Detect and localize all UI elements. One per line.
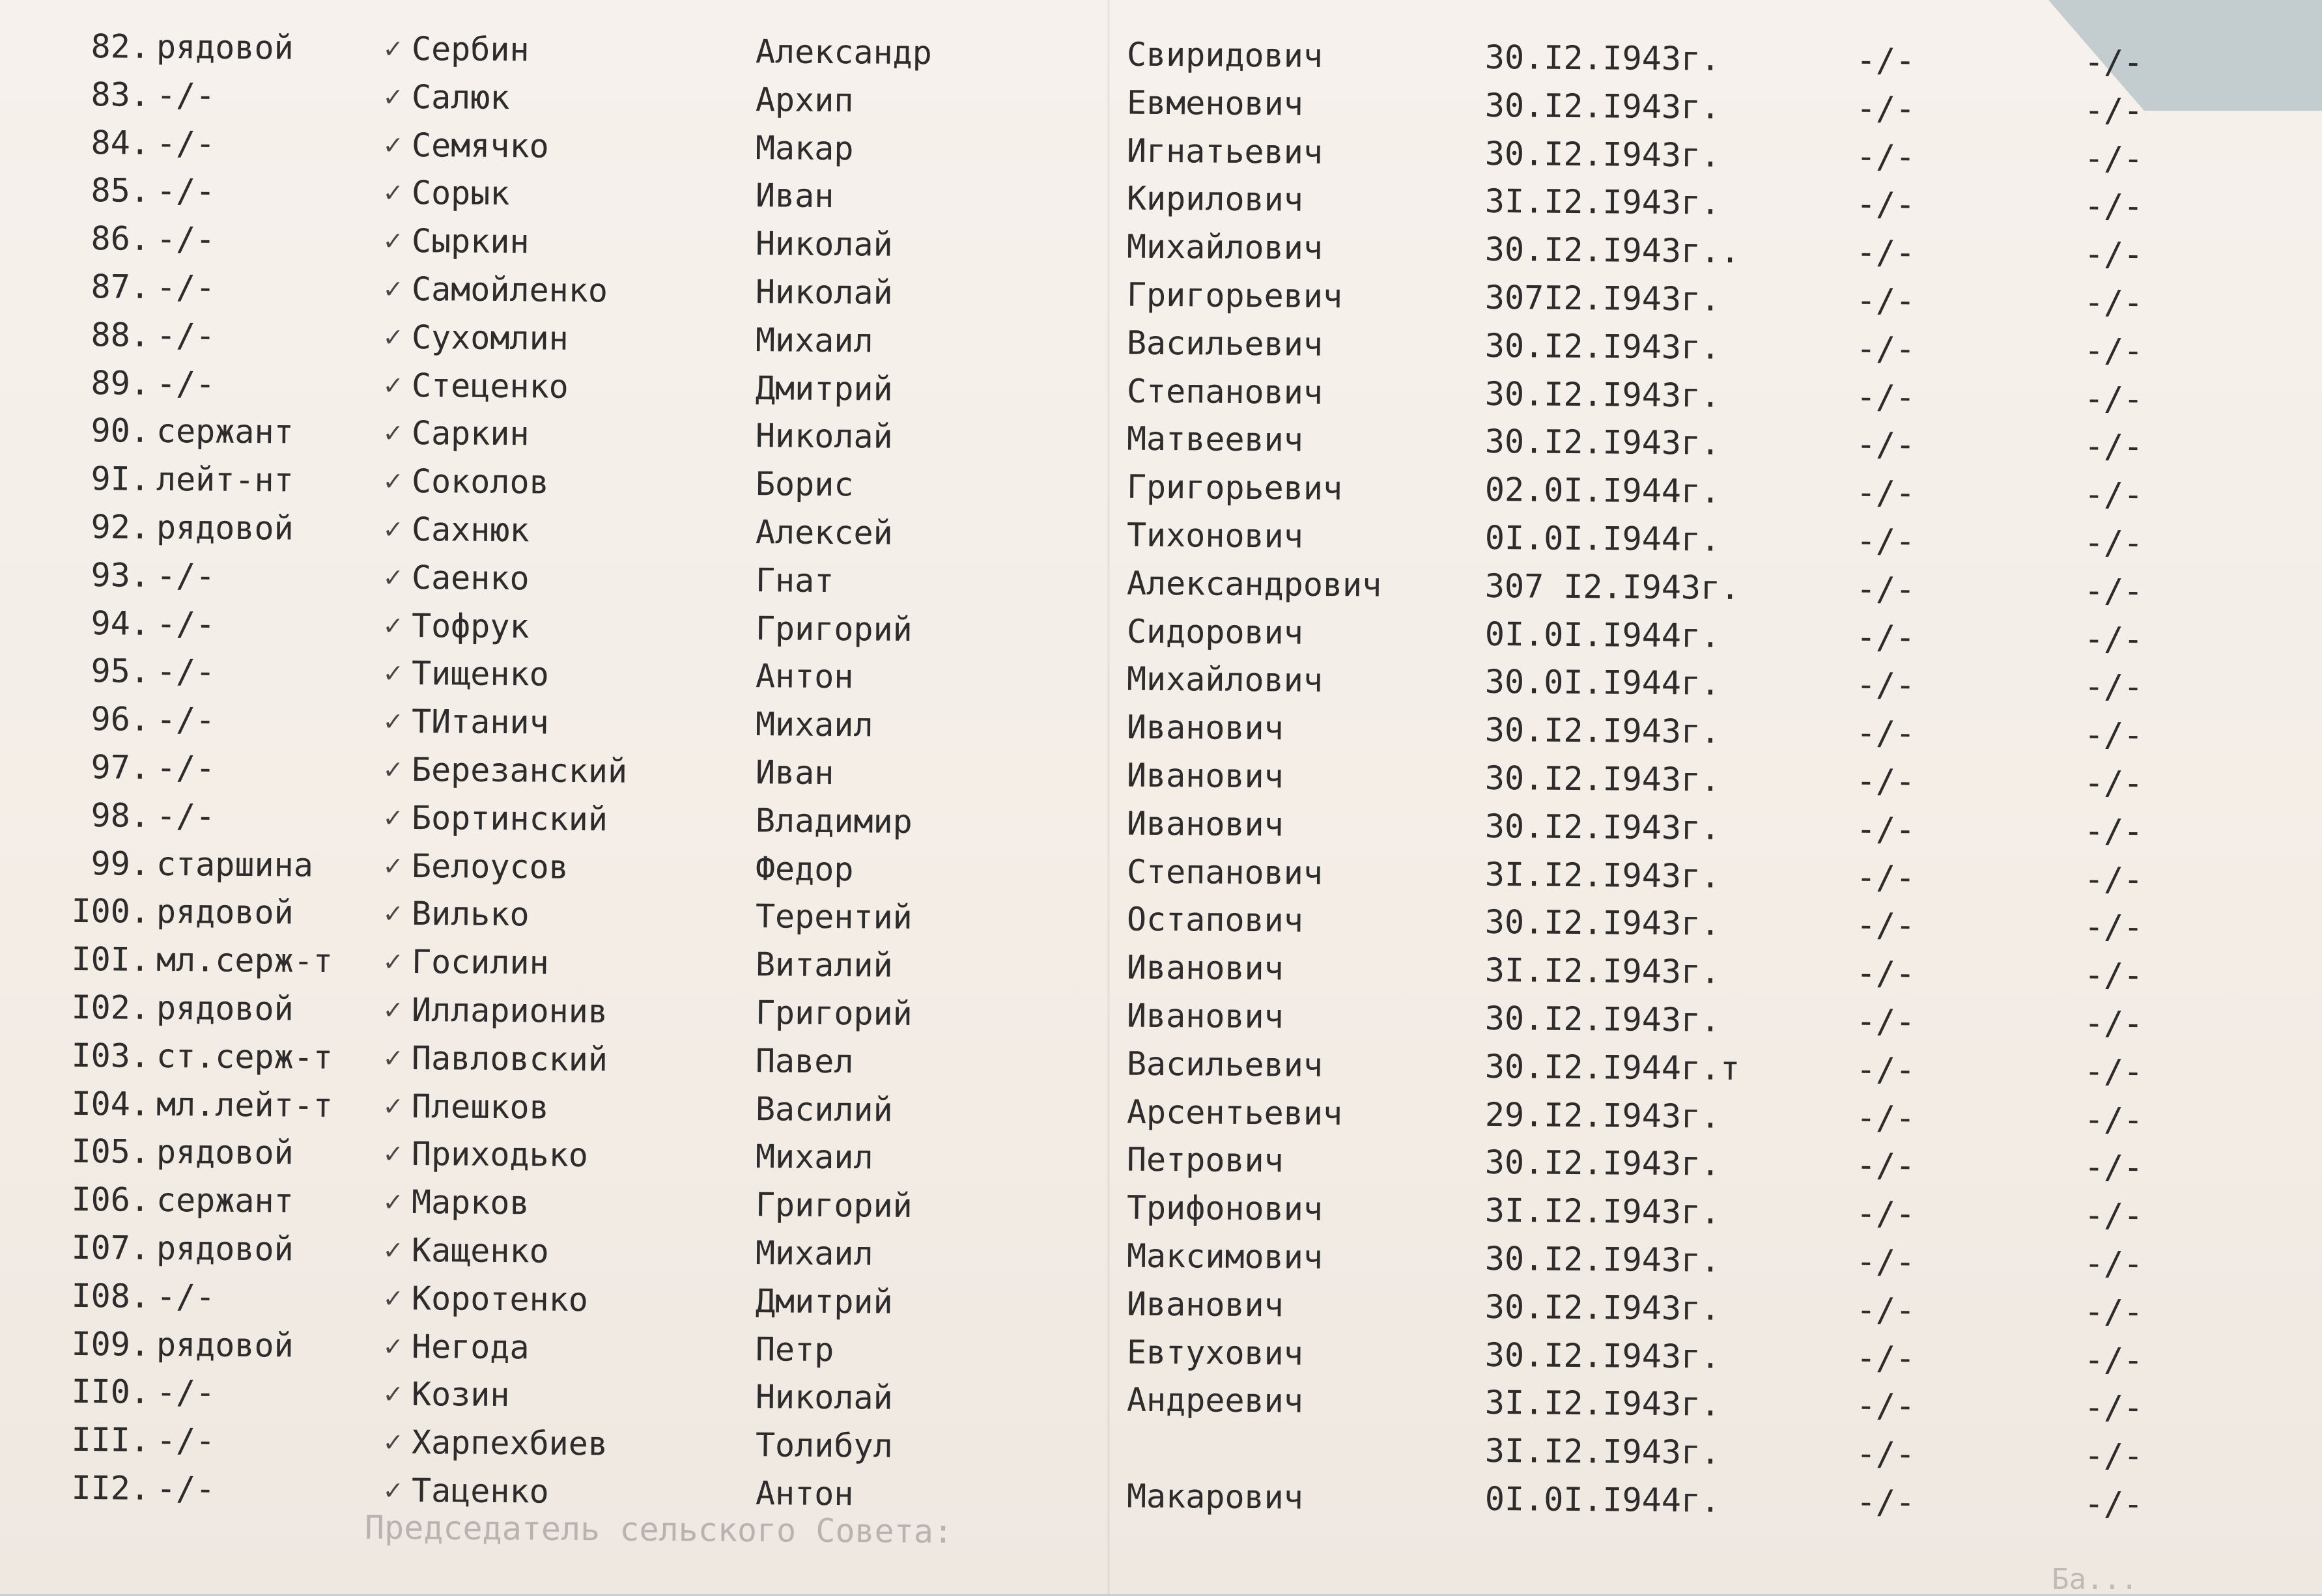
check-mark-icon: ✓	[384, 560, 402, 594]
surname-cell: Белоусов	[411, 847, 569, 886]
first-name-cell: Григорий	[755, 609, 913, 649]
check-mark-icon: ✓	[384, 1377, 402, 1411]
rank-cell: -/-	[156, 604, 216, 643]
date-cell: 3I.I2.I943г.	[1484, 1432, 1721, 1472]
rank-cell: ст.серж-т	[156, 1037, 333, 1076]
check-mark-icon: ✓	[384, 79, 402, 113]
ditto-cell: -/-	[2084, 427, 2144, 466]
date-cell: 0I.0I.I944г.	[1484, 615, 1721, 655]
check-mark-icon: ✓	[384, 848, 402, 882]
surname-cell: Сахнюк	[411, 510, 530, 550]
patronymic-cell: Максимович	[1126, 1237, 1324, 1276]
ditto-cell: -/-	[2084, 235, 2144, 274]
surname-cell: Вилько	[411, 895, 530, 934]
row-number: I04.	[71, 1084, 150, 1123]
row-number: III.	[71, 1421, 150, 1459]
surname-cell: Приходько	[411, 1135, 589, 1175]
row-number: 89.	[91, 363, 150, 402]
surname-cell: ТИтанич	[411, 703, 549, 742]
rank-cell: -/-	[156, 1373, 216, 1412]
date-cell: 30.I2.I943г.	[1484, 807, 1721, 847]
row-number: 98.	[91, 796, 150, 835]
ditto-cell: -/-	[2084, 1004, 2144, 1043]
rank-cell: -/-	[156, 76, 216, 115]
date-cell: 0I.0I.I944г.	[1484, 518, 1721, 559]
footer-signature: Ба...	[2052, 1563, 2138, 1596]
check-mark-icon: ✓	[384, 992, 402, 1026]
patronymic-cell: Евменович	[1126, 83, 1304, 123]
check-mark-icon: ✓	[384, 1329, 402, 1363]
date-cell: 30.I2.I943г.	[1484, 711, 1721, 751]
rank-cell: -/-	[156, 268, 216, 307]
rank-cell: рядовой	[156, 1325, 294, 1365]
patronymic-cell: Александрович	[1126, 564, 1382, 604]
patronymic-cell: Иванович	[1126, 708, 1284, 748]
date-cell: 307I2.I943г.	[1484, 278, 1721, 318]
ditto-cell: -/-	[2084, 1292, 2144, 1331]
surname-cell: Илларионив	[411, 990, 608, 1031]
row-number: 93.	[91, 555, 150, 595]
patronymic-cell: Игнатьевич	[1126, 132, 1324, 171]
surname-cell: Сыркин	[411, 222, 530, 261]
check-mark-icon: ✓	[384, 704, 402, 738]
rank-cell: -/-	[156, 556, 216, 595]
row-number: 83.	[91, 75, 150, 114]
surname-cell: Сухомлин	[411, 318, 569, 357]
row-number: I03.	[71, 1036, 150, 1075]
patronymic-cell: Иванович	[1126, 756, 1284, 796]
ditto-cell: -/-	[2084, 860, 2144, 899]
rank-cell: -/-	[156, 124, 216, 163]
first-name-cell: Михаил	[755, 1234, 873, 1273]
ditto-cell: -/-	[2084, 1436, 2144, 1476]
ditto-cell: -/-	[2084, 524, 2144, 562]
check-mark-icon: ✓	[384, 800, 402, 834]
ditto-cell: -/-	[2084, 956, 2144, 995]
first-name-cell: Николай	[755, 1378, 893, 1418]
ditto-cell: -/-	[1856, 617, 1916, 656]
row-number: 86.	[91, 219, 150, 258]
surname-cell: Тофрук	[411, 606, 530, 645]
surname-cell: Козин	[411, 1375, 510, 1414]
surname-cell: Негода	[411, 1327, 530, 1366]
date-cell: 30.I2.I943г.	[1484, 86, 1721, 126]
date-cell: 30.I2.I943г.	[1484, 1143, 1721, 1184]
date-cell: 30.I2.I943г..	[1484, 231, 1740, 271]
date-cell: 30.I2.I943г.	[1484, 423, 1721, 463]
row-number: I05.	[71, 1132, 150, 1171]
ditto-cell: -/-	[2084, 571, 2144, 610]
first-name-cell: Макар	[755, 128, 854, 167]
check-mark-icon: ✓	[384, 1137, 402, 1171]
ditto-cell: -/-	[1856, 89, 1916, 128]
date-cell: 0I.0I.I944г.	[1484, 1479, 1721, 1520]
row-number: I02.	[71, 988, 150, 1027]
first-name-cell: Дмитрий	[755, 1281, 893, 1321]
patronymic-cell: Степанович	[1126, 852, 1324, 892]
row-number: II2.	[71, 1468, 150, 1507]
patronymic-cell: Иванович	[1126, 996, 1284, 1036]
ditto-cell: -/-	[1856, 522, 1916, 561]
check-mark-icon: ✓	[384, 223, 402, 258]
rank-cell: рядовой	[156, 1133, 294, 1172]
row-number: 87.	[91, 268, 150, 306]
ditto-cell: -/-	[2084, 1388, 2144, 1427]
ditto-cell: -/-	[2084, 764, 2144, 802]
first-name-cell: Терентий	[755, 897, 913, 937]
date-cell: 29.I2.I943г.	[1484, 1095, 1721, 1136]
check-mark-icon: ✓	[384, 1281, 402, 1315]
ditto-cell: -/-	[2084, 379, 2144, 418]
patronymic-cell: Васильевич	[1126, 1044, 1324, 1084]
ditto-cell: -/-	[1856, 1435, 1916, 1474]
ditto-cell: -/-	[1856, 41, 1916, 80]
check-mark-icon: ✓	[384, 128, 402, 161]
check-mark-icon: ✓	[384, 464, 402, 498]
check-mark-icon: ✓	[384, 272, 402, 305]
row-number: I0I.	[71, 940, 150, 979]
ditto-cell: -/-	[1856, 954, 1916, 993]
row-number: 94.	[91, 604, 150, 643]
check-mark-icon: ✓	[384, 1473, 402, 1507]
rank-cell: -/-	[156, 364, 216, 403]
ditto-cell: -/-	[2084, 667, 2144, 707]
ditto-cell: -/-	[1856, 1386, 1916, 1425]
check-mark-icon: ✓	[384, 176, 402, 210]
first-name-cell: Николай	[755, 225, 893, 264]
first-name-cell: Алексей	[755, 513, 893, 552]
rank-cell: -/-	[156, 316, 216, 355]
patronymic-cell: Григорьевич	[1126, 275, 1343, 316]
rank-cell: -/-	[156, 172, 216, 210]
check-mark-icon: ✓	[384, 1425, 402, 1459]
rank-cell: мл.лейт-т	[156, 1085, 333, 1125]
date-cell: 30.I2.I944г.т	[1484, 1047, 1740, 1087]
surname-cell: Стеценко	[411, 366, 569, 406]
date-cell: 3I.I2.I943г.	[1484, 951, 1721, 991]
row-number: 92.	[91, 508, 150, 546]
rank-cell: старшина	[156, 845, 314, 884]
surname-cell: Сербин	[411, 29, 530, 69]
rank-cell: рядовой	[156, 508, 294, 548]
first-name-cell: Владимир	[755, 801, 913, 841]
row-number: I06.	[71, 1181, 150, 1219]
ditto-cell: -/-	[2084, 1196, 2144, 1235]
surname-cell: Марков	[411, 1183, 530, 1222]
row-number: 85.	[91, 171, 150, 210]
patronymic-cell: Матвеевич	[1126, 419, 1304, 460]
check-mark-icon: ✓	[384, 1089, 402, 1123]
ditto-cell: -/-	[2084, 1052, 2144, 1091]
ditto-cell: -/-	[2084, 1244, 2144, 1283]
first-name-cell: Павел	[755, 1041, 854, 1081]
ditto-cell: -/-	[2084, 1100, 2144, 1139]
patronymic-cell: Арсентьевич	[1126, 1093, 1343, 1132]
date-cell: 30.I2.I943г.	[1484, 1287, 1721, 1328]
date-cell: 3I.I2.I943г.	[1484, 1192, 1721, 1231]
ditto-cell: -/-	[1856, 1002, 1916, 1041]
check-mark-icon: ✓	[384, 752, 402, 786]
ditto-cell: -/-	[2084, 716, 2144, 755]
surname-cell: Харпехбиев	[411, 1423, 608, 1463]
row-number: 97.	[91, 748, 150, 787]
ditto-cell: -/-	[1856, 233, 1916, 272]
patronymic-cell: Иванович	[1126, 804, 1284, 844]
row-number: I08.	[71, 1276, 150, 1315]
surname-cell: Самойленко	[411, 270, 608, 310]
date-cell: 3I.I2.I943г.	[1484, 182, 1721, 223]
ditto-cell: -/-	[1856, 1291, 1916, 1329]
first-name-cell: Николай	[755, 417, 893, 456]
surname-cell: Тищенко	[411, 654, 549, 694]
ditto-cell: -/-	[2084, 283, 2144, 322]
ditto-cell: -/-	[2084, 91, 2144, 130]
rank-cell: -/-	[156, 1421, 216, 1460]
patronymic-cell: Михайлович	[1126, 660, 1324, 700]
footer-chairman-text: Председатель сельского Совета:	[364, 1508, 954, 1551]
check-mark-icon: ✓	[384, 512, 402, 546]
surname-cell: Госилин	[411, 943, 549, 982]
surname-cell: Павловский	[411, 1039, 608, 1079]
rank-cell: -/-	[156, 701, 216, 739]
surname-cell: Салюк	[411, 77, 510, 117]
check-mark-icon: ✓	[384, 416, 402, 450]
rank-cell: мл.серж-т	[156, 941, 333, 981]
ditto-cell: -/-	[1856, 1050, 1916, 1089]
check-mark-icon: ✓	[384, 897, 402, 931]
surname-cell: Таценко	[411, 1471, 549, 1511]
first-name-cell: Николай	[755, 273, 893, 312]
rank-cell: сержант	[156, 1181, 294, 1220]
date-cell: 30.0I.I944г.	[1484, 663, 1721, 703]
date-cell: 3I.I2.I943г.	[1484, 855, 1721, 895]
row-number: 96.	[91, 700, 150, 738]
ditto-cell: -/-	[2084, 475, 2144, 514]
ditto-cell: -/-	[1856, 1242, 1916, 1281]
row-number: I07.	[71, 1228, 150, 1267]
check-mark-icon: ✓	[384, 608, 402, 642]
date-cell: 30.I2.I943г.	[1484, 134, 1721, 175]
rank-cell: -/-	[156, 796, 216, 835]
first-name-cell: Архип	[755, 80, 854, 120]
patronymic-cell: Трифонович	[1126, 1188, 1324, 1229]
first-name-cell: Григорий	[755, 1186, 913, 1225]
first-name-cell: Михаил	[755, 320, 873, 360]
ditto-cell: -/-	[2084, 811, 2144, 850]
check-mark-icon: ✓	[384, 368, 402, 402]
ditto-cell: -/-	[1856, 473, 1916, 512]
first-name-cell: Антон	[755, 657, 854, 696]
ditto-cell: -/-	[1856, 1483, 1916, 1522]
first-name-cell: Виталий	[755, 945, 893, 985]
first-name-cell: Антон	[755, 1474, 854, 1513]
patronymic-cell: Макарович	[1126, 1477, 1304, 1517]
ditto-cell: -/-	[1856, 1194, 1916, 1233]
row-number: 99.	[91, 844, 150, 883]
ditto-cell: -/-	[1856, 858, 1916, 897]
ditto-cell: -/-	[1856, 377, 1916, 416]
date-cell: 30.I2.I943г.	[1484, 759, 1721, 799]
first-name-cell: Михаил	[755, 705, 873, 744]
ditto-cell: -/-	[1856, 281, 1916, 320]
row-number: II0.	[71, 1373, 150, 1412]
date-cell: 30.I2.I943г.	[1484, 1336, 1721, 1376]
date-cell: 30.I2.I943г.	[1484, 999, 1721, 1039]
check-mark-icon: ✓	[384, 1233, 402, 1267]
first-name-cell: Дмитрий	[755, 369, 893, 408]
row-number: 9I.	[91, 460, 150, 498]
surname-cell: Бортинский	[411, 798, 608, 839]
first-name-cell: Толибул	[755, 1426, 893, 1465]
rank-cell: рядовой	[156, 988, 294, 1028]
surname-cell: Семячко	[411, 126, 549, 165]
ditto-cell: -/-	[2084, 1340, 2144, 1379]
ditto-cell: -/-	[1856, 570, 1916, 608]
surname-cell: Березанский	[411, 750, 628, 791]
patronymic-cell: Кирилович	[1126, 179, 1304, 219]
date-cell: 30.I2.I943г.	[1484, 374, 1721, 415]
patronymic-cell: Сидорович	[1126, 612, 1304, 652]
ditto-cell: -/-	[1856, 1146, 1916, 1185]
surname-cell: Кащенко	[411, 1231, 549, 1270]
check-mark-icon: ✓	[384, 31, 402, 65]
surname-cell: Сорык	[411, 174, 510, 213]
first-name-cell: Иван	[755, 176, 834, 216]
ditto-cell: -/-	[1856, 329, 1916, 368]
ditto-cell: -/-	[2084, 43, 2144, 81]
patronymic-cell: Иванович	[1126, 948, 1284, 988]
patronymic-cell: Евтухович	[1126, 1333, 1304, 1373]
date-cell: 30.I2.I943г.	[1484, 1239, 1721, 1280]
ditto-cell: -/-	[2084, 1485, 2144, 1523]
ditto-cell: -/-	[1856, 425, 1916, 464]
rank-cell: сержант	[156, 412, 294, 451]
patronymic-cell: Григорьевич	[1126, 468, 1343, 508]
date-cell: 02.0I.I944г.	[1484, 471, 1721, 511]
rank-cell: рядовой	[156, 27, 294, 67]
row-number: I09.	[71, 1324, 150, 1364]
surname-cell: Саенко	[411, 558, 530, 598]
check-mark-icon: ✓	[384, 320, 402, 354]
surname-cell: Соколов	[411, 462, 549, 501]
date-cell: 3I.I2.I943г.	[1484, 1384, 1721, 1424]
patronymic-cell: Андреевич	[1126, 1380, 1304, 1421]
first-name-cell: Василий	[755, 1089, 893, 1129]
first-name-cell: Александр	[755, 33, 933, 72]
first-name-cell: Гнат	[755, 561, 834, 600]
patronymic-cell: Свиридович	[1126, 35, 1324, 75]
patronymic-cell: Михайлович	[1126, 227, 1324, 268]
rank-cell: -/-	[156, 1469, 216, 1508]
row-number: 90.	[91, 412, 150, 451]
ditto-cell: -/-	[1856, 714, 1916, 753]
rank-cell: -/-	[156, 652, 216, 691]
row-number: 88.	[91, 315, 150, 354]
date-cell: 30.I2.I943г.	[1484, 903, 1721, 944]
rank-cell: -/-	[156, 748, 216, 787]
patronymic-cell: Тихонович	[1126, 516, 1304, 555]
ditto-cell: -/-	[2084, 908, 2144, 947]
surname-cell: Саркин	[411, 414, 530, 453]
first-name-cell: Григорий	[755, 994, 913, 1033]
ditto-cell: -/-	[2084, 331, 2144, 370]
ditto-cell: -/-	[1856, 665, 1916, 705]
rank-cell: лейт-нт	[156, 460, 294, 499]
rank-cell: рядовой	[156, 1229, 294, 1268]
row-number: 82.	[91, 27, 150, 66]
date-cell: 30.I2.I943г.	[1484, 326, 1721, 367]
ditto-cell: -/-	[1856, 1098, 1916, 1137]
surname-cell: Коротенко	[411, 1279, 589, 1319]
ditto-cell: -/-	[1856, 185, 1916, 224]
ditto-cell: -/-	[1856, 137, 1916, 176]
check-mark-icon: ✓	[384, 656, 402, 690]
patronymic-cell: Васильевич	[1126, 324, 1324, 363]
ditto-cell: -/-	[2084, 187, 2144, 226]
patronymic-cell: Остапович	[1126, 900, 1304, 940]
ditto-cell: -/-	[1856, 762, 1916, 801]
check-mark-icon: ✓	[384, 944, 402, 979]
row-number: 84.	[91, 123, 150, 162]
first-name-cell: Михаил	[755, 1138, 873, 1177]
surname-cell: Плешков	[411, 1087, 549, 1127]
rank-cell: рядовой	[156, 893, 294, 932]
rank-cell: -/-	[156, 220, 216, 259]
row-number: I00.	[71, 892, 150, 931]
patronymic-cell: Иванович	[1126, 1285, 1284, 1324]
ditto-cell: -/-	[2084, 1148, 2144, 1187]
date-cell: 30.I2.I943г.	[1484, 38, 1721, 78]
first-name-cell: Федор	[755, 849, 854, 888]
ditto-cell: -/-	[1856, 1338, 1916, 1377]
ditto-cell: -/-	[2084, 139, 2144, 178]
check-mark-icon: ✓	[384, 1184, 402, 1219]
date-cell: 307 I2.I943г.	[1484, 567, 1740, 607]
first-name-cell: Иван	[755, 753, 834, 792]
row-number: 95.	[91, 652, 150, 691]
ditto-cell: -/-	[1856, 810, 1916, 848]
patronymic-cell: Степанович	[1126, 372, 1324, 412]
ditto-cell: -/-	[1856, 906, 1916, 945]
rank-cell: -/-	[156, 1277, 216, 1316]
first-name-cell: Петр	[755, 1330, 834, 1369]
patronymic-cell: Петрович	[1126, 1140, 1284, 1180]
first-name-cell: Борис	[755, 465, 854, 504]
ditto-cell: -/-	[2084, 619, 2144, 658]
check-mark-icon: ✓	[384, 1041, 402, 1074]
